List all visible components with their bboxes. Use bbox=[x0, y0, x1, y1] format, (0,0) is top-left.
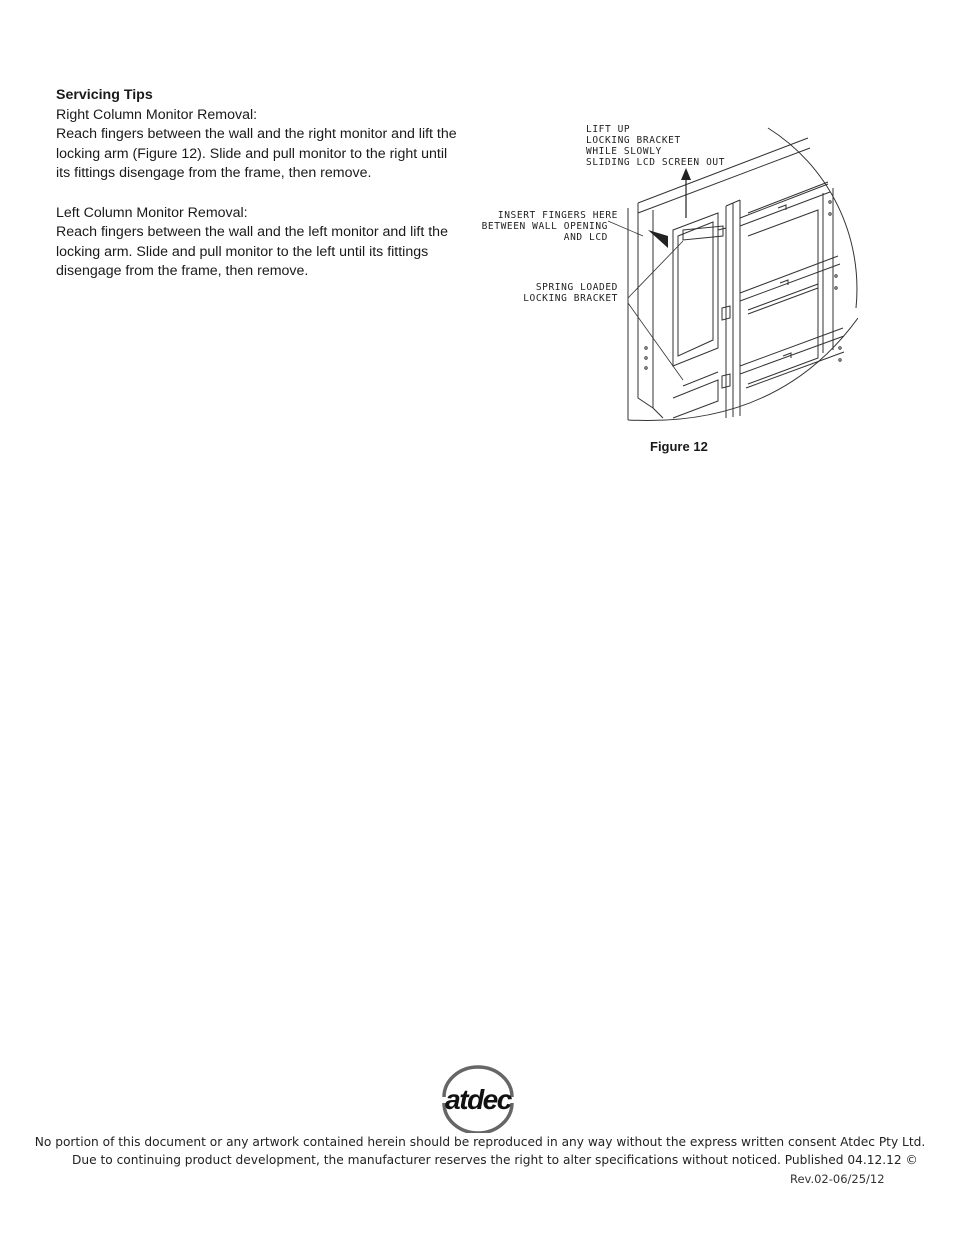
figure-12-illustration bbox=[478, 118, 858, 428]
left-removal-line: locking arm. Slide and pull monitor to the left until its fittings bbox=[56, 243, 429, 260]
lift-label-line: WHILE SLOWLY bbox=[586, 146, 662, 157]
servicing-tips-section bbox=[56, 86, 476, 282]
revision-code: Rev.02-06/25/12 bbox=[790, 1172, 885, 1186]
lift-label-line: LIFT UP bbox=[586, 124, 631, 135]
insert-label-line: BETWEEN WALL OPENING bbox=[481, 221, 608, 232]
right-removal-line: its fittings disengage from the frame, then remove. bbox=[56, 165, 372, 182]
footer-notice bbox=[0, 1133, 954, 1169]
right-removal-title: Right Column Monitor Removal: bbox=[56, 106, 258, 123]
right-removal-line: locking arm (Figure 12). Slide and pull monitor to the right until bbox=[56, 145, 448, 162]
atdec-logo bbox=[426, 1063, 530, 1133]
footer-line: Due to continuing product development, the manufacturer reserves the right to alter specifications without noticed. Published 04.12.12 © bbox=[72, 1153, 918, 1167]
left-removal-title: Left Column Monitor Removal: bbox=[56, 204, 248, 221]
left-removal-line: Reach fingers between the wall and the left monitor and lift the bbox=[56, 224, 448, 241]
section-heading: Servicing Tips bbox=[56, 87, 153, 103]
right-removal-line: Reach fingers between the wall and the right monitor and lift the bbox=[56, 126, 457, 143]
logo-wordmark: atdec bbox=[445, 1084, 511, 1115]
figure-caption: Figure 12 bbox=[650, 439, 708, 454]
insert-label-line: INSERT FINGERS HERE bbox=[497, 210, 618, 221]
insert-label-line: AND LCD bbox=[563, 232, 608, 243]
lift-label-line: LOCKING BRACKET bbox=[586, 135, 681, 146]
spring-label-line: LOCKING BRACKET bbox=[523, 293, 618, 304]
wall-frame-drawing bbox=[638, 138, 844, 418]
left-removal-line: disengage from the frame, then remove. bbox=[56, 263, 309, 280]
spring-label-line: SPRING LOADED bbox=[535, 282, 618, 293]
insert-marker bbox=[648, 230, 668, 248]
lift-label-line: SLIDING LCD SCREEN OUT bbox=[586, 157, 726, 168]
lift-arrow bbox=[681, 168, 691, 218]
footer-line: No portion of this document or any artwork contained herein should be reproduced in any way without the express written consent Atdec Pty Ltd. bbox=[34, 1135, 926, 1149]
